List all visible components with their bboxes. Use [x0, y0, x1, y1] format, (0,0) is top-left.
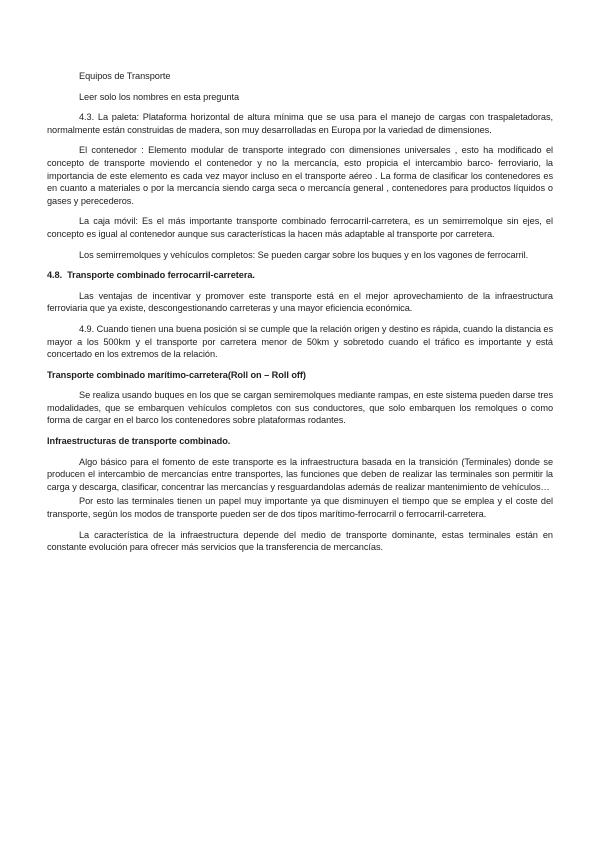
section-heading-infraestructuras: Infraestructuras de transporte combinado. — [47, 436, 231, 447]
section-number: 4.8. — [47, 270, 63, 281]
paragraph-caja-movil: La caja móvil: Es el más importante transporte combinado ferrocarril-carretera, es un semirremolque sin ejes, el concepto es igual al contenedor aunque sus características la hacen más adaptable al transporte por carretera. — [47, 216, 553, 239]
paragraph-contenedor: El contenedor : Elemento modular de transporte integrado con dimensiones universales , esto ha modificado el concepto de transporte moviendo el contenedor y no la mercancía, esto propicia el intercambio barco- ferroviario, la importancia de este elemento es cada vez mayor incluso en el transporte aéreo . La forma de clasificar los contenedores es en cuanto a materiales o por la mercancía siendo carga seca o mercancía general , contenedores para productos líquidos o gases y perecederos. — [47, 145, 553, 206]
paragraph-paleta: 4.3. La paleta: Plataforma horizontal de altura mínima que se usa para el manejo de cargas con traspaletadoras, normalmente están construidas de madera, son muy desarrolladas en Europa por la variedad de dimensiones. — [47, 112, 553, 135]
paragraph-4-9: 4.9. Cuando tienen una buena posición si se cumple que la relación origen y destino es rápida, cuando la distancia es mayor a los 500km y el transporte por carretera menor de 50km y sobretodo cuando el tráfico es importante y está concertado en los extremos de la relación. — [47, 323, 553, 360]
section-heading-4-8 — [47, 269, 553, 282]
paragraph-ventajas: Las ventajas de incentivar y promover este transporte está en el mejor aprovechamiento de la infraestructura ferroviaria que ya existe, descongestionando carreteras y una mayor eficiencia económica. — [47, 290, 553, 314]
paragraph-buques: Se realiza usando buques en los que se cargan semiremolques mediante rampas, en este sistema pueden darse tres modalidades, que se embarquen vehículos completos con sus conductores, que solo embarquen los remolques o como forma de cargar en el barco los contenedores sobre plataformas rodantes. — [47, 390, 553, 426]
instruction-text: Leer solo los nombres en esta pregunta — [79, 91, 240, 102]
paragraph-por-esto: Por esto las terminales tienen un papel muy importante ya que disminuyen el tiempo que se emplea y el coste del transporte, según los modos de transporte pueden ser de dos tipos marítimo-ferrocarril o ferrocarril-carretera. — [47, 496, 553, 520]
section-title: Transporte combinado ferrocarril-carretera. — [67, 270, 255, 281]
section-heading-maritimo: Transporte combinado marítimo-carretera(Roll on – Roll off) — [47, 369, 306, 380]
paragraph-algo-basico: Algo básico para el fomento de este transporte es la infraestructura basada en la transición (Terminales) donde se producen el intercambio de mercancías entre transportes, las funciones que deben de realizar las terminales son permitir la carga y descarga, clasificar, concentrar las mercancías y resguardandolas además de realizar mantenimiento de vehículos… — [47, 456, 553, 492]
document-title: Equipos de Transporte — [79, 71, 171, 81]
paragraph-caracteristica: La característica de la infraestructura depende del medio de transporte dominante, estas terminales están en constante evolución para ofrecer más servicios que la transferencia de mercancías. — [47, 529, 553, 553]
paragraph-semirremolques: Los semirremolques y vehículos completos: Se pueden cargar sobre los buques y en los vagones de ferrocarril. — [79, 249, 529, 260]
document-body — [47, 70, 553, 562]
